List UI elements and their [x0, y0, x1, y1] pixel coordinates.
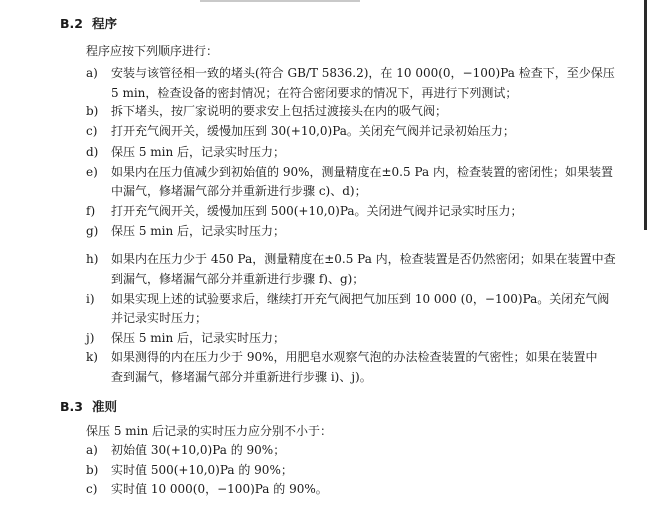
- item-text: 打开充气阀开关，缓慢加压到 500(+10,0)Pa。关闭进气阀并记录实时压力；: [111, 204, 523, 218]
- section-intro: 保压 5 min 后记录的实时压力应分别不小于：: [86, 424, 333, 438]
- item-text: 拆下堵头，按厂家说明的要求安上包括过渡接头在内的吸气阀；: [111, 104, 448, 118]
- item-text: 如果内在压力值减少到初始值的 90%，测量精度在±0.5 Pa 内，检查装置的密闭性；如果装置: [111, 165, 613, 179]
- item-text: 中漏气，修堵漏气部分并重新进行步骤 c)、d)；: [111, 184, 367, 198]
- item-text: 初始值 30(+10,0)Pa 的 90%；: [111, 443, 286, 457]
- item-marker: a): [86, 66, 98, 80]
- item-text: 保压 5 min 后，记录实时压力；: [111, 331, 286, 345]
- item-text: 如果实现上述的试验要求后，继续打开充气阀把气加压到 10 000 (0，−100)Pa。关闭充气阀: [111, 292, 610, 306]
- item-text: 保压 5 min 后，记录实时压力；: [111, 224, 286, 238]
- item-marker: g): [86, 224, 99, 238]
- section-number: B.3: [60, 399, 83, 414]
- item-text: 并记录实时压力；: [111, 311, 208, 325]
- item-text: 5 min，检查设备的密封情况；在符合密闭要求的情况下，再进行下列测试；: [111, 86, 518, 100]
- section-title: 准则: [92, 399, 118, 414]
- item-marker: j): [86, 331, 95, 345]
- item-marker: a): [86, 443, 98, 457]
- item-text: 查到漏气，修堵漏气部分并重新进行步骤 i)、j)。: [111, 370, 372, 384]
- section-heading-b3: [60, 397, 117, 415]
- section-intro: 程序应按下列顺序进行：: [86, 44, 219, 58]
- item-marker: e): [86, 165, 98, 179]
- item-marker: d): [86, 145, 99, 159]
- item-marker: f): [86, 204, 96, 218]
- item-text: 实时值 500(+10,0)Pa 的 90%；: [111, 463, 293, 477]
- item-text: 安装与该管径相一致的堵头(符合 GB/T 5836.2)，在 10 000(0，−100)Pa 检查下，至少保压: [111, 66, 615, 80]
- item-marker: k): [86, 350, 98, 364]
- section-title: 程序: [92, 16, 118, 31]
- item-marker: h): [86, 252, 99, 266]
- top-rule: [200, 0, 360, 2]
- section-number: B.2: [60, 16, 83, 31]
- item-marker: c): [86, 482, 98, 496]
- item-marker: i): [86, 292, 95, 306]
- item-text: 打开充气阀开关，缓慢加压到 30(+10,0)Pa。关闭充气阀并记录初始压力；: [111, 124, 515, 138]
- item-marker: b): [86, 104, 99, 118]
- item-text: 保压 5 min 后，记录实时压力；: [111, 145, 286, 159]
- item-text: 到漏气，修堵漏气部分并重新进行步骤 f)、g)；: [111, 272, 365, 286]
- item-text: 实时值 10 000(0，−100)Pa 的 90%。: [111, 482, 328, 496]
- item-marker: b): [86, 463, 99, 477]
- item-text: 如果内在压力少于 450 Pa，测量精度在±0.5 Pa 内，检查装置是否仍然密闭；如果在装置中查: [111, 252, 616, 266]
- section-heading-b2: [60, 14, 117, 32]
- item-marker: c): [86, 124, 98, 138]
- item-text: 如果测得的内在压力少于 90%，用肥皂水观察气泡的办法检查装置的气密性；如果在装置中: [111, 350, 598, 364]
